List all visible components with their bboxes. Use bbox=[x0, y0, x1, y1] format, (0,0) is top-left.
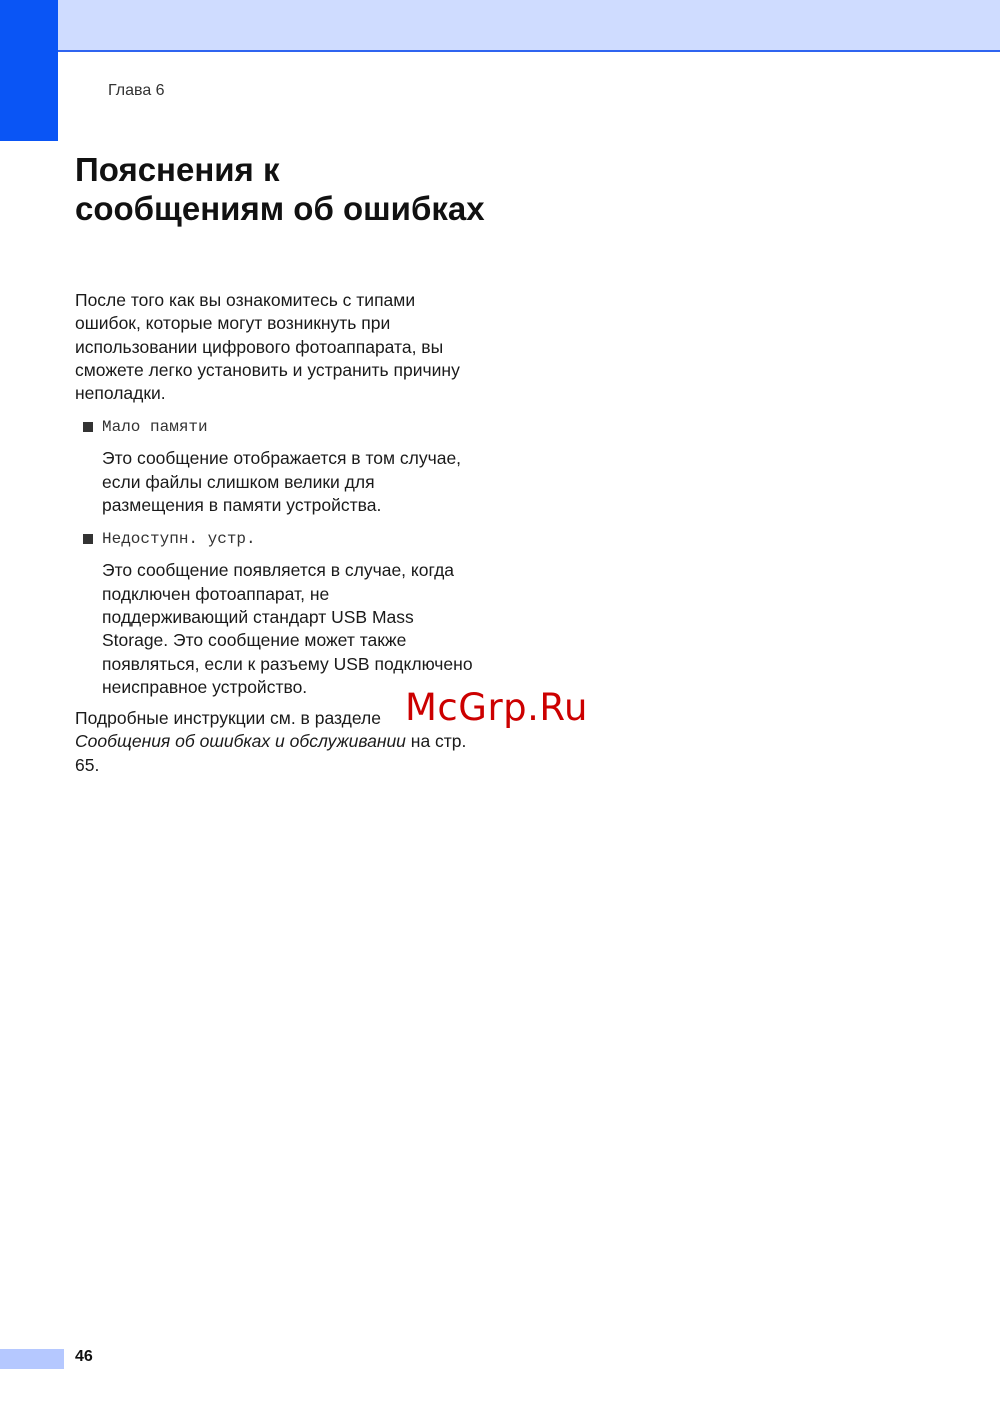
error-description: Это сообщение появляется в случае, когда подключен фотоаппарат, не поддерживающий стандарт USB Mass Storage. Это сообщение может также появляться, если к разъему USB подключено неисправное устройство. bbox=[102, 560, 473, 697]
bullet-square-icon bbox=[83, 422, 93, 432]
page-number: 46 bbox=[75, 1348, 93, 1365]
error-message-label: Недоступн. устр. bbox=[102, 530, 256, 549]
error-description: Это сообщение отображается в том случае, если файлы слишком велики для размещения в памяти устройства. bbox=[102, 448, 462, 516]
intro-paragraph: После того как вы ознакомитесь с типами ошибок, которые могут возникнуть при использовании цифрового фотоаппарата, вы сможете легко установить и устранить причину неполадки. bbox=[75, 290, 460, 404]
footer-band bbox=[0, 1349, 64, 1369]
reference-link-title: Сообщения об ошибках и обслуживании bbox=[75, 731, 406, 752]
section-title: Пояснения к сообщениям об ошибках bbox=[75, 151, 485, 227]
error-item-unavailable-device bbox=[75, 528, 475, 550]
chapter-tab bbox=[0, 0, 58, 141]
header-band bbox=[0, 0, 1000, 52]
bullet-square-icon bbox=[83, 534, 93, 544]
reference-suffix: на стр. 65. bbox=[75, 731, 467, 775]
chapter-label: Глава 6 bbox=[108, 82, 165, 99]
reference-prefix: Подробные инструкции см. в разделе bbox=[75, 708, 381, 729]
error-item-low-memory bbox=[75, 416, 475, 438]
error-message-label: Мало памяти bbox=[102, 418, 208, 437]
watermark: McGrp.Ru bbox=[405, 686, 588, 729]
